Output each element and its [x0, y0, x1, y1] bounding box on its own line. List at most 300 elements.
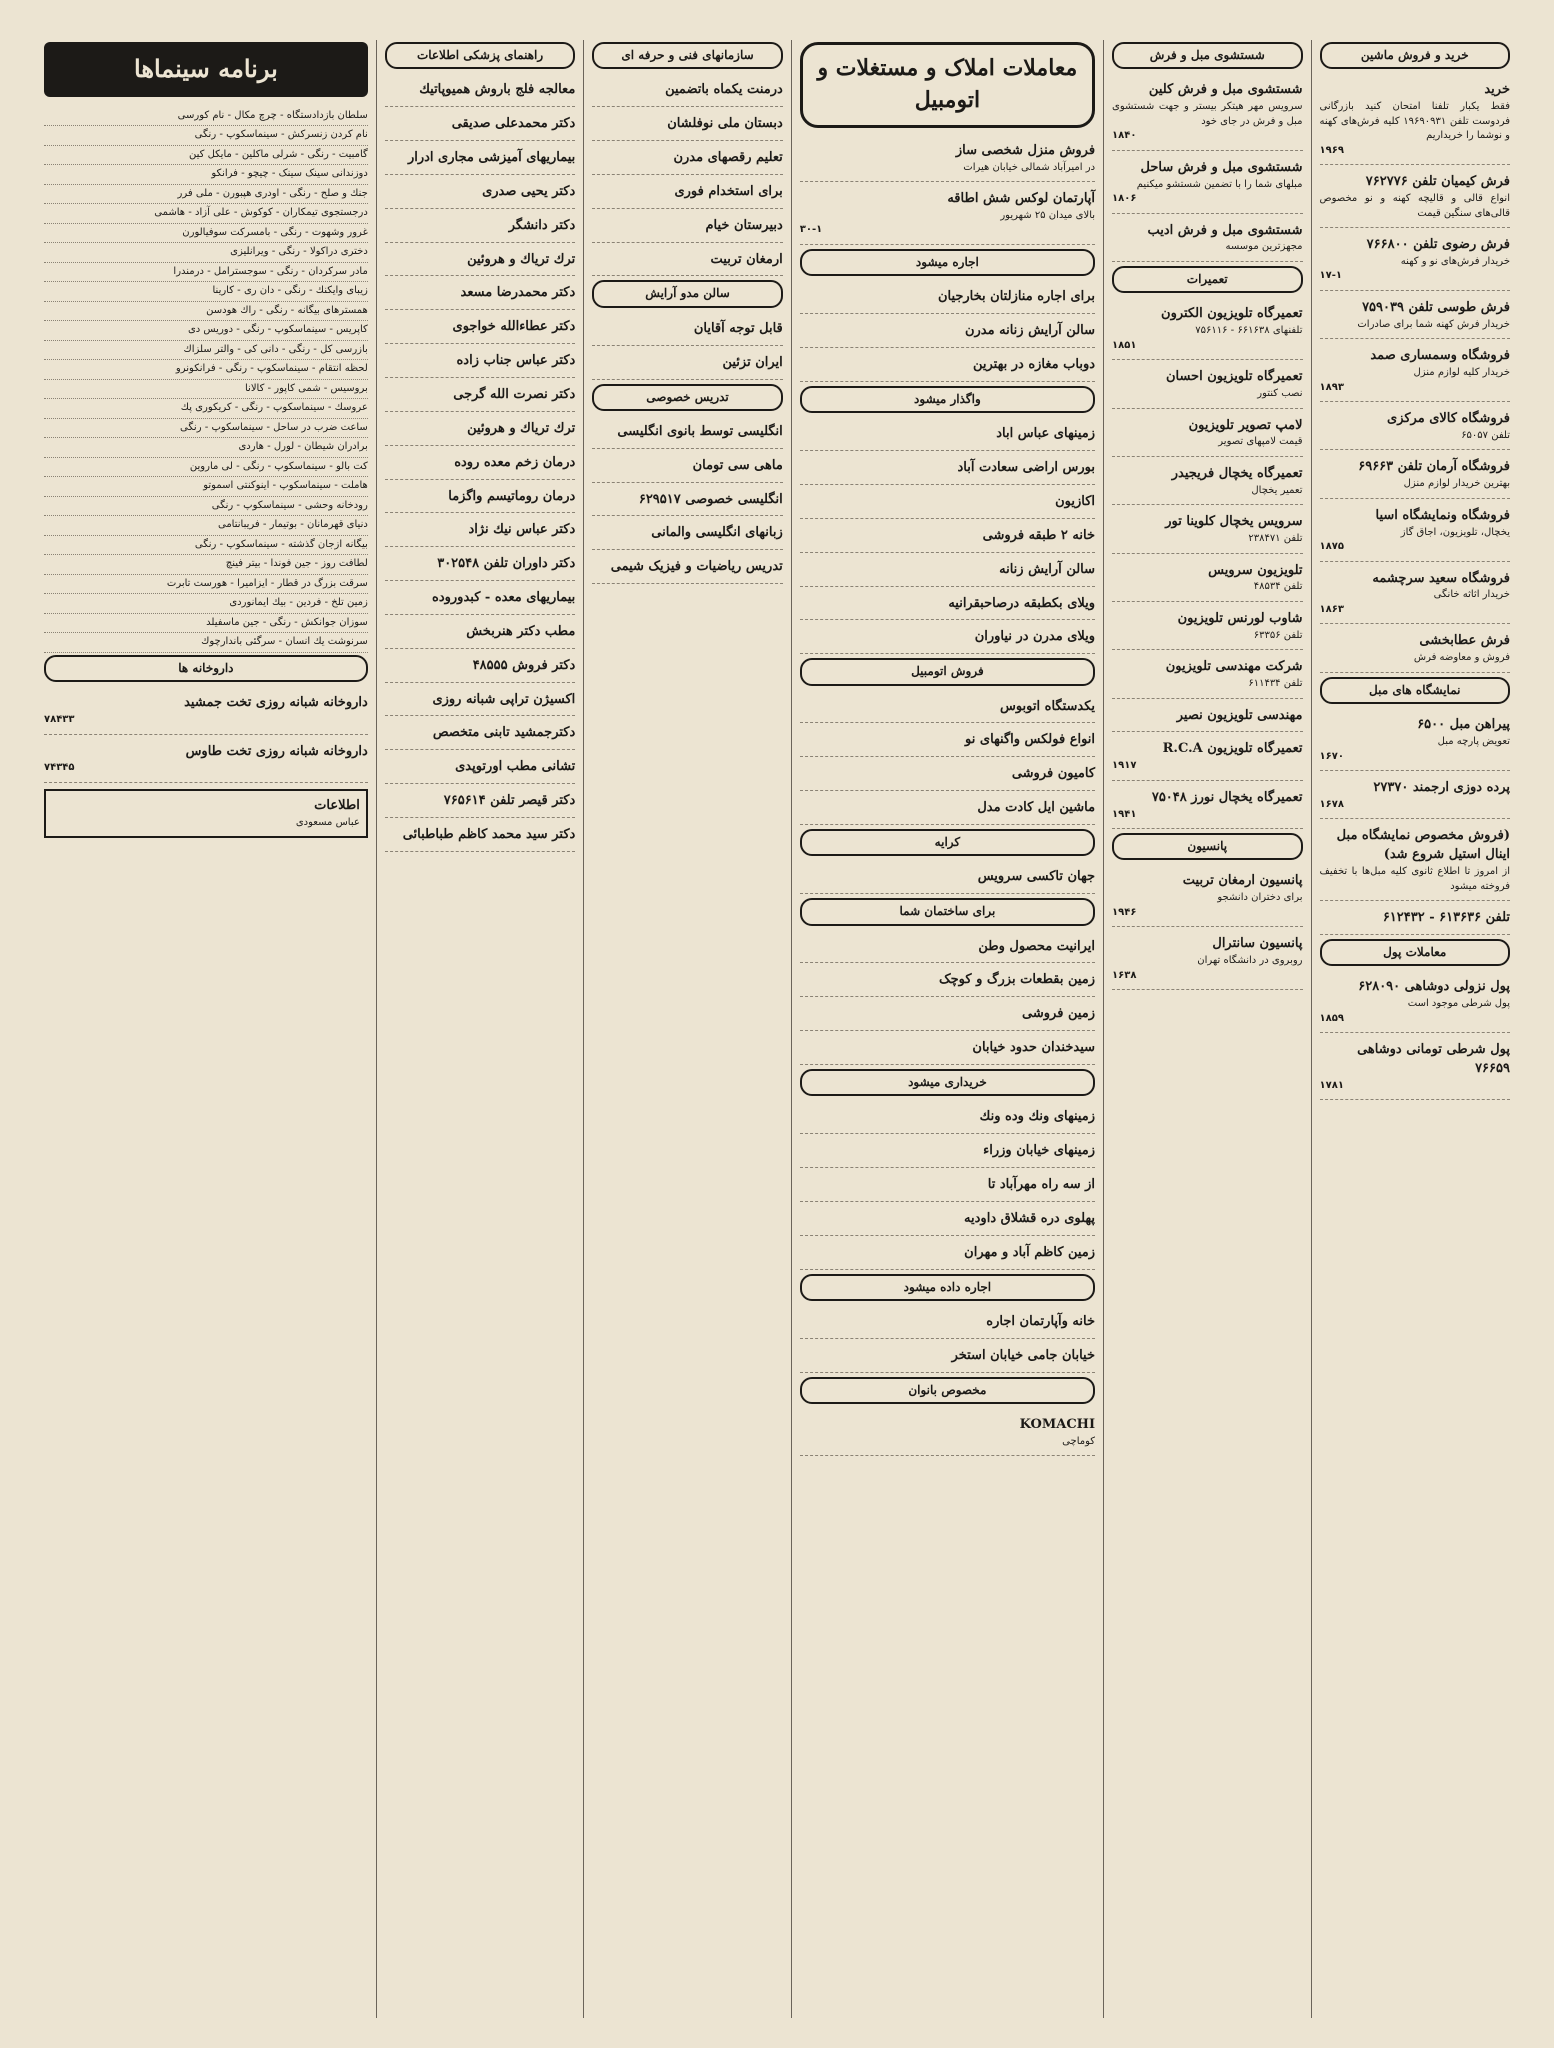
- classified-ad: [800, 864, 1095, 894]
- classified-ad: [1112, 218, 1302, 262]
- classified-ad: [1112, 461, 1302, 505]
- classified-ad: [592, 111, 782, 141]
- section-header: شستشوی مبل و فرش: [1112, 42, 1302, 69]
- ad-title: ایران تزئین: [722, 354, 783, 370]
- cinema-listing: سرقت بزرگ در قطار - ایزامیرا - هورست تابرت: [44, 575, 368, 595]
- classified-ad: [592, 247, 782, 277]
- cinema-listing: زمین تلخ - فردین - بیك ایمانوردی: [44, 594, 368, 614]
- classified-ad: [592, 77, 782, 107]
- ad-title: دکتر داوران تلفن ۳۰۲۵۴۸: [437, 556, 576, 572]
- section-header: اجاره میشود: [800, 249, 1095, 276]
- classified-ad: [800, 284, 1095, 314]
- ad-title: خانه وآپارتمان اجاره: [986, 1313, 1096, 1329]
- classified-ad: [385, 314, 575, 344]
- classified-ad: [800, 186, 1095, 245]
- ad-title: دکتر قیصر تلفن ۷۶۵۶۱۴: [443, 793, 576, 809]
- classified-ad: [1112, 785, 1302, 829]
- ad-title: پول نزولی دوشاهی ۶۲۸۰۹۰: [1358, 979, 1510, 995]
- masthead-title: اطلاعات: [314, 797, 360, 813]
- cinema-listing: گامبیت - رنگی - شرلی ماکلین - مایکل کین: [44, 146, 368, 166]
- ad-title: تلویزیون سرویس: [1208, 562, 1303, 578]
- ad-body: تلفن ۶۵۰۵۷: [1461, 429, 1510, 441]
- classified-ad: [800, 1138, 1095, 1168]
- publisher-name: عباس مسعودی: [295, 816, 360, 828]
- ad-body: از امروز تا اطلاع ثانوی کلیه مبل‌ها با تخفیف فروخته میشود: [1319, 866, 1510, 892]
- classified-ad: [1320, 343, 1510, 402]
- ad-title: درمان روماتیسم واگزما: [448, 488, 576, 504]
- classified-ad: [1112, 77, 1302, 150]
- ad-reference: ۱۹۴۶: [1112, 906, 1137, 918]
- ad-title: شاوب لورنس تلویزیون: [1177, 610, 1303, 626]
- ad-title: قابل توجه آقایان: [693, 320, 783, 336]
- ad-body: فروش و معاوضه فرش: [1413, 652, 1510, 664]
- classified-ad: [800, 591, 1095, 621]
- classified-ad: [800, 1309, 1095, 1339]
- classified-ad: [800, 934, 1095, 964]
- classified-ad: [800, 1001, 1095, 1031]
- classified-ad: [800, 1206, 1095, 1236]
- ad-title: درمان زخم معده روده: [454, 454, 576, 470]
- classified-ad: [1320, 1037, 1510, 1100]
- ad-title: از سه راه مهرآباد تا: [987, 1177, 1096, 1193]
- classified-ad: [1112, 606, 1302, 650]
- ad-title: دکتر فروش ۴۸۵۵۵: [472, 657, 576, 673]
- classified-ad: [1112, 654, 1302, 698]
- ad-reference: ۱۹۱۷: [1112, 760, 1137, 772]
- ad-body: بالای میدان ۲۵ شهریور: [1000, 209, 1096, 221]
- classified-ad: [800, 557, 1095, 587]
- ad-title: فروشگاه کالای مرکزی: [1387, 411, 1510, 427]
- classified-ad: [385, 788, 575, 818]
- classified-ad: [1112, 364, 1302, 408]
- ad-title: زمینهای ونك وده ونك: [979, 1109, 1096, 1125]
- ad-title: پول شرطی تومانی دوشاهی ۷۶۶۵۹: [1357, 1042, 1510, 1077]
- section-header: سالن مدو آرایش: [592, 280, 782, 307]
- ad-title: فروشگاه وسمساری صمد: [1370, 348, 1510, 364]
- classified-ad: [1320, 974, 1510, 1033]
- classified-ad: [800, 1104, 1095, 1134]
- section-header: واگذار میشود: [800, 386, 1095, 413]
- ad-title: زمین فروشی: [1022, 1006, 1096, 1022]
- ad-body: پول شرطی موجود است: [1407, 998, 1510, 1010]
- ad-title: معالجه فلج باروش همیوپاتیك: [419, 82, 576, 98]
- ad-title: تعمیرگاه یخچال نورز ۷۵۰۴۸: [1151, 789, 1303, 805]
- classified-ad: [1320, 503, 1510, 562]
- cinema-listing: بیگانه ازجان گذشته - سینماسکوپ - رنگی: [44, 536, 368, 556]
- cinema-listing: سلطان بازدادستگاه - چرچ مکال - نام کورسی: [44, 107, 368, 127]
- cinema-listing: لطافت روز - جین فوندا - بیتر فینچ: [44, 555, 368, 575]
- classified-ad: [592, 453, 782, 483]
- ad-title: سرویس یخچال کلوینا تور: [1165, 514, 1303, 530]
- ad-title: دکتر محمدرضا مسعد: [460, 285, 576, 301]
- pharmacy-ad: [44, 690, 368, 734]
- cinema-listing: بروسیس - شمی کاپور - کالانا: [44, 380, 368, 400]
- ad-body: خریدار فرش‌های نو و کهنه: [1400, 255, 1510, 267]
- cinema-listing: کاپریس - سینماسکوپ - رنگی - دوریس دی: [44, 321, 368, 341]
- classified-ad: [385, 382, 575, 412]
- section-header: اجاره داده میشود: [800, 1274, 1095, 1301]
- ad-title: مهندسی تلویزیون نصیر: [1176, 707, 1303, 723]
- pharmacy-title: داروخانه شبانه روزی تخت طاوس: [185, 743, 368, 759]
- ad-body: تلفن ۴۸۵۳۴: [1253, 581, 1303, 593]
- ad-title: کامیون فروشی: [1011, 766, 1096, 782]
- ad-body: تعویض پارچه مبل: [1437, 736, 1510, 748]
- classified-ad: [1320, 775, 1510, 819]
- ad-title: برای اجاره منازلتان بخارجیان: [937, 289, 1096, 305]
- ad-title: زبانهای انگلیسی والمانی: [651, 525, 783, 541]
- ad-body: در امیرآباد شمالی خیابان هیرات: [963, 161, 1096, 173]
- classified-ad: [385, 687, 575, 717]
- pharmacy-tel: ۷۸۴۳۳: [43, 714, 75, 726]
- ad-title: دوباب مغازه در بهترین: [972, 357, 1096, 373]
- classified-ad: [592, 520, 782, 550]
- section-header: برای ساختمان شما: [800, 898, 1095, 925]
- classified-ad: [800, 1343, 1095, 1373]
- cinema-listing: غرور وشهوت - رنگی - بامسرکت سوفیالورن: [44, 224, 368, 244]
- section-header: تدریس خصوصی: [592, 384, 782, 411]
- ad-title: تعلیم رقصهای مدرن: [673, 150, 783, 166]
- classified-ad: [385, 619, 575, 649]
- classified-ad: [1320, 628, 1510, 672]
- section-header: پانسیون: [1112, 833, 1302, 860]
- ad-reference: ۱۸۶۳: [1319, 603, 1344, 615]
- ad-title: بیماریهای آمیزشی مجاری ادرار: [407, 150, 576, 166]
- ad-title: سالن آرایش زنانه: [999, 561, 1096, 577]
- classified-ad: [1112, 509, 1302, 553]
- ad-body: کوماچی: [1062, 1435, 1096, 1447]
- section-header: راهنمای پزشکی اطلاعات: [385, 42, 575, 69]
- cinema-header: برنامه سینماها: [44, 42, 368, 97]
- pharmacy-title: داروخانه شبانه روزی تخت جمشید: [184, 695, 368, 711]
- ad-body: خریدار کلیه لوازم منزل: [1413, 367, 1510, 379]
- ad-title: لامپ تصویر تلویزیون: [1188, 417, 1303, 433]
- classified-ad: [800, 1240, 1095, 1270]
- column-col5: [376, 40, 583, 2018]
- classified-ad: [592, 350, 782, 380]
- ad-title: ویلای مدرن در نیاوران: [974, 629, 1096, 645]
- ad-body: تعمیر یخچال: [1251, 484, 1303, 496]
- classified-ad: [1112, 155, 1302, 214]
- ad-body: تلفن ۶۳۳۵۶: [1253, 629, 1303, 641]
- classified-ad: [385, 179, 575, 209]
- classified-ad: [1320, 823, 1510, 901]
- ad-title: دکتر یحیی صدری: [482, 183, 576, 199]
- ad-title: شرکت مهندسی تلویزیون: [1165, 659, 1303, 675]
- ad-title: زمین بقطعات بزرگ و کوچک: [938, 972, 1096, 988]
- classified-ad: [385, 213, 575, 243]
- ad-body: تلفن ۲۳۸۴۷۱: [1248, 533, 1303, 545]
- ad-title: پرده دوزی ارجمند ۲۷۳۷۰: [1373, 780, 1510, 796]
- classified-ad: [385, 720, 575, 750]
- ad-body: انواع قالی و قالیچه کهنه و نو مخصوص قالی‌های سنگین قیمت: [1319, 193, 1510, 219]
- ad-title: دکتر عباس جناب زاده: [456, 353, 576, 369]
- ad-title: زمین کاظم آباد و مهران: [964, 1244, 1096, 1260]
- classified-ad: [1320, 712, 1510, 771]
- ad-title: شستشوی مبل و فرش ساحل: [1140, 159, 1303, 175]
- ad-body: خریدار اثاثه خانگی: [1433, 589, 1510, 601]
- ad-title: دکتر سید محمد کاظم طباطبائی: [402, 826, 576, 842]
- classified-ad: [1320, 406, 1510, 450]
- classified-ad: [592, 213, 782, 243]
- ad-title: KOMACHI: [1019, 1417, 1096, 1433]
- classified-ad: [592, 316, 782, 346]
- classified-ad: [800, 727, 1095, 757]
- ad-title: زمینهای خیابان وزراء: [983, 1143, 1096, 1159]
- ad-title: جهان تاکسی سرویس: [977, 869, 1096, 885]
- ad-title: بورس اراضی سعادت آباد: [957, 460, 1096, 476]
- ad-title: فرش رضوی تلفن ۷۶۶۸۰۰: [1366, 237, 1510, 253]
- classified-ad: [800, 138, 1095, 182]
- section-header: کرایه: [800, 829, 1095, 856]
- ad-title: فرش عطابخشی: [1419, 633, 1510, 649]
- ad-reference: ۱۸۵۱: [1112, 339, 1137, 351]
- classified-ad: [800, 352, 1095, 382]
- ad-title: تعمیرگاه تلویزیون احسان: [1165, 369, 1303, 385]
- ad-body: تلفنهای ۶۶۱۶۳۸ - ۷۵۶۱۱۶: [1195, 325, 1303, 337]
- pharmacy-header: داروخانه ها: [44, 655, 368, 682]
- ad-reference: ۱۷-۱: [1319, 270, 1342, 282]
- ad-title: درمنت یکماه باتضمین: [665, 82, 783, 98]
- cinema-listing: هاملت - سینماسکوپ - اینوکنتی اسموتو: [44, 477, 368, 497]
- ad-title: تعمیرگاه تلویزیون الکترون: [1161, 306, 1303, 322]
- ad-body: نصب کنتور: [1257, 388, 1303, 399]
- ad-reference: ۱۶۷۰: [1319, 750, 1344, 762]
- classified-ad: [385, 551, 575, 581]
- ad-title: فروش منزل شخصی ساز: [955, 142, 1096, 158]
- cinema-listing: سرنوشت یك انسان - سرگئی باندارچوك: [44, 633, 368, 653]
- section-header: نمایشگاه های مبل: [1320, 677, 1510, 704]
- classified-ad: [800, 694, 1095, 724]
- ad-title: فرش طوسی تلفن ۷۵۹۰۳۹: [1362, 299, 1510, 315]
- ad-title: دکترجمشید تابنی متخصص: [432, 725, 576, 741]
- classified-ad: [385, 348, 575, 378]
- ad-title: دکتر عطاءالله خواجوی: [452, 319, 576, 335]
- classified-ad: [385, 822, 575, 852]
- ad-reference: ۱۹۴۱: [1112, 808, 1137, 820]
- classified-ad: [800, 489, 1095, 519]
- classified-ad: [1320, 169, 1510, 228]
- ad-title: دکتر عباس نیك نژاد: [468, 522, 576, 538]
- classified-ad: [385, 484, 575, 514]
- classified-ad: [592, 487, 782, 517]
- ad-title: خانه ۲ طبقه فروشی: [982, 527, 1096, 543]
- cinema-listing: نام کردن زنسرکش - سینماسکوپ - رنگی: [44, 126, 368, 146]
- ad-title: خیابان جامی خیابان استخر: [951, 1347, 1096, 1363]
- cinema-listing: عروسك - سینماسکوپ - رنگی - کریکوری پك: [44, 399, 368, 419]
- masthead-box: [44, 789, 368, 838]
- ad-title: پانسیون سانترال: [1212, 936, 1303, 952]
- cinema-listing: رودخانه وحشی - سینماسکوپ - رنگی: [44, 497, 368, 517]
- classified-ad: [1112, 413, 1302, 457]
- ad-title: ماهی سی تومان: [692, 457, 783, 473]
- cinema-listing: لحظه انتقام - سینماسکوپ - رنگی - فرانکونرو: [44, 360, 368, 380]
- classified-ad: [592, 554, 782, 584]
- cinema-listing: دنیای قهرمانان - بوتیمار - فریبانتامی: [44, 516, 368, 536]
- column-col4: [583, 40, 790, 2018]
- ad-title: آپارتمان لوکس شش اطاقه: [947, 191, 1096, 207]
- ad-title: خرید: [1484, 82, 1510, 98]
- classified-ad: [1320, 454, 1510, 498]
- ad-title: انواع فولکس واگنهای نو: [965, 732, 1096, 748]
- cinema-listing: سوزان جوانکش - رنگی - جین ماسفیلد: [44, 614, 368, 634]
- ad-title: دبستان ملی نوفلشان: [667, 116, 783, 132]
- cinema-listing: جنك و صلح - رنگی - اودری هپبورن - ملی فرر: [44, 185, 368, 205]
- classified-ad: [800, 1172, 1095, 1202]
- classified-ad: [385, 416, 575, 446]
- columns-container: [36, 40, 1518, 2018]
- ad-reference: ۱۸۵۹: [1319, 1012, 1344, 1024]
- ad-title: برای استخدام فوری: [674, 183, 783, 199]
- cinema-listing: درجستجوی تیمکاران - کوکوش - علی آزاد - هاشمی: [44, 204, 368, 224]
- column-col2: [1103, 40, 1310, 2018]
- section-header: فروش اتومبیل: [800, 658, 1095, 685]
- ad-title: تدریس ریاضیات و فیزیک شیمی: [610, 559, 783, 575]
- ad-title: زمینهای عباس اباد: [996, 426, 1096, 442]
- ad-reference: ۱۹۶۹: [1319, 144, 1344, 156]
- ad-reference: ۱۶۳۸: [1112, 969, 1137, 981]
- ad-title: ترك تریاك و هروئین: [467, 251, 576, 267]
- column-col6: [36, 40, 376, 2018]
- ad-reference: ۳۰-۱: [799, 224, 823, 236]
- classified-ad: [800, 1035, 1095, 1065]
- ad-title: سالن آرایش زنانه مدرن: [964, 323, 1096, 339]
- classified-ad: [800, 795, 1095, 825]
- ad-body: تلفن ۶۱۱۴۳۴: [1248, 678, 1303, 690]
- ad-title: ویلای بکطبقه درصاحبقرانیه: [948, 595, 1096, 611]
- ad-reference: ۱۷۸۱: [1319, 1079, 1344, 1091]
- ad-body: فقط یکبار تلفنا امتحان کنید بازرگانی فردوست تلفن ۱۹۶۹۰۹۳۱ کلیه فرش‌های کهنه و نوشما را خریداریم: [1319, 101, 1511, 142]
- classified-ad: [385, 450, 575, 480]
- ad-body: مجهزترین موسسه: [1225, 241, 1303, 253]
- classified-ad: [1320, 566, 1510, 625]
- ad-title: اکسیژن تراپی شبانه روزی: [432, 691, 576, 707]
- ad-title: پیراهن مبل ۶۵۰۰: [1417, 717, 1510, 733]
- ad-title: تعمیرگاه تلویزیون R.C.A: [1162, 741, 1303, 757]
- ad-body: بهترین خریدار لوازم منزل: [1403, 478, 1510, 490]
- classified-ad: [1112, 868, 1302, 927]
- ad-title: تعمیرگاه یخچال فریجیدر: [1171, 465, 1303, 481]
- section-main-header: معاملات املاک و مستغلات و اتومبیل: [800, 42, 1095, 128]
- classified-ad: [385, 77, 575, 107]
- section-header: سازمانهای فنی و حرفه ای: [592, 42, 782, 69]
- ad-reference: ۱۶۷۸: [1319, 798, 1344, 810]
- classified-ad: [1320, 77, 1510, 165]
- classified-ad: [800, 455, 1095, 485]
- column-col1: [1311, 40, 1518, 2018]
- classified-ad: [592, 145, 782, 175]
- ad-body: برای دختران دانشجو: [1217, 892, 1303, 904]
- ad-title: ماشین ایل کادت مدل: [977, 800, 1096, 816]
- cinema-listing: همسترهای بیگانه - رنگی - راك هودسن: [44, 302, 368, 322]
- classified-ad: [1112, 703, 1302, 733]
- section-header: مخصوص بانوان: [800, 1377, 1095, 1404]
- cinema-listing: زیبای وایکنك - رنگی - دان ری - کارینا: [44, 282, 368, 302]
- cinema-listing: کت بالو - سینماسکوپ - رنگی - لی ماروین: [44, 458, 368, 478]
- ad-title: یکدستگاه اتوبوس: [999, 698, 1096, 714]
- classified-ad: [800, 318, 1095, 348]
- classified-ad: [1320, 232, 1510, 291]
- ad-reference: ۱۸۴۰: [1112, 130, 1137, 142]
- classified-ad: [800, 1412, 1095, 1456]
- ad-title: ایرانیت محصول وطن: [978, 938, 1096, 954]
- section-header: خریداری میشود: [800, 1069, 1095, 1096]
- classified-ad: [592, 419, 782, 449]
- cinema-listing: برادران شیطان - لورل - هاردی: [44, 438, 368, 458]
- cinema-listing: بازرسی کل - رنگی - دانی کی - والتر سلزاك: [44, 341, 368, 361]
- ad-title: انگلیسی خصوصی ۶۲۹۵۱۷: [638, 491, 783, 507]
- ad-title: (فروش مخصوص نمایشگاه مبل اینال استیل شروع شد): [1336, 828, 1510, 863]
- ad-title: اکازیون: [1055, 493, 1096, 509]
- ad-body: سرویس مهر هیتکر بیستر و جهت شستشوی مبل و فرش در جای خود: [1112, 101, 1303, 127]
- classified-ad: [385, 653, 575, 683]
- pharmacy-tel: ۷۴۳۴۵: [43, 762, 75, 774]
- section-header: خرید و فروش ماشین: [1320, 42, 1510, 69]
- ad-reference: ۱۸۰۶: [1112, 193, 1137, 205]
- classified-ad: [800, 523, 1095, 553]
- cinema-listing: ساعت ضرب در ساحل - سینماسکوپ - رنگی: [44, 419, 368, 439]
- classified-ad: [800, 421, 1095, 451]
- ad-title: بیماریهای معده - کبدوروده: [432, 590, 576, 606]
- ad-title: انگلیسی توسط بانوی انگلیسی: [617, 423, 783, 439]
- ad-title: شستشوی مبل و فرش ادیب: [1147, 222, 1303, 238]
- ad-body: خریدار فرش کهنه شما برای صادرات: [1357, 318, 1510, 330]
- ad-title: شستشوی مبل و فرش کلین: [1148, 82, 1303, 98]
- ad-title: فروشگاه ونمایشگاه اسیا: [1375, 507, 1510, 523]
- cinema-listing: دختری دراکولا - رنگی - ویرانلیزی: [44, 243, 368, 263]
- cinema-listing: دوزندانی سینک سینک - چیچو - فرانکو: [44, 165, 368, 185]
- ad-reference: ۱۸۷۵: [1319, 541, 1344, 553]
- ad-body: روبروی در دانشگاه تهران: [1197, 955, 1303, 967]
- ad-title: دکتر دانشگر: [508, 217, 576, 233]
- classified-ad: [385, 585, 575, 615]
- cinema-listing: مادر سرکردان - رنگی - سوجسترامل - درمندرا: [44, 263, 368, 283]
- classified-ad: [385, 247, 575, 277]
- ad-title: ترك تریاك و هروئین: [467, 420, 576, 436]
- ad-title: دبیرستان خیام: [705, 217, 783, 233]
- ad-title: فروشگاه آرمان تلفن ۶۹۶۶۳: [1358, 459, 1510, 475]
- ad-title: ارمغان تربیت: [710, 251, 783, 267]
- ad-body: مبلهای شما را با تضمین شستشو میکنیم: [1136, 178, 1303, 190]
- pharmacy-ad: [44, 739, 368, 783]
- ad-title: دکتر محمدعلی صدیقی: [451, 116, 576, 132]
- ad-body: قیمت لامپهای تصویر: [1218, 436, 1303, 448]
- column-col3: [791, 40, 1103, 2018]
- ad-body: یخچال، تلویزیون، اجاق گاز: [1400, 526, 1510, 538]
- classified-ad: [800, 967, 1095, 997]
- classified-ad: [592, 179, 782, 209]
- classified-ad: [800, 624, 1095, 654]
- classified-ad: [1320, 905, 1510, 935]
- ad-title: سیدخندان حدود خیابان: [972, 1040, 1096, 1056]
- ad-title: فرش کیمیان تلفن ۷۶۲۷۷۶: [1365, 174, 1510, 190]
- classified-ad: [385, 754, 575, 784]
- ad-title: مطب دکتر هنربخش: [466, 623, 576, 639]
- classified-ad: [800, 761, 1095, 791]
- classified-ad: [385, 517, 575, 547]
- classified-ad: [385, 280, 575, 310]
- classified-ad: [385, 145, 575, 175]
- ad-title: پانسیون ارمغان تربیت: [1182, 873, 1303, 889]
- ad-title: فروشگاه سعید سرچشمه: [1372, 570, 1510, 586]
- classified-ad: [1320, 295, 1510, 339]
- classified-ad: [1112, 736, 1302, 780]
- classified-ad: [1112, 558, 1302, 602]
- ad-title: پهلوی دره قشلاق داودیه: [964, 1210, 1096, 1226]
- section-header: معاملات پول: [1320, 939, 1510, 966]
- classified-ad: [1112, 301, 1302, 360]
- ad-title: دکتر نصرت الله گرجی: [453, 386, 576, 402]
- classified-ad: [1112, 931, 1302, 990]
